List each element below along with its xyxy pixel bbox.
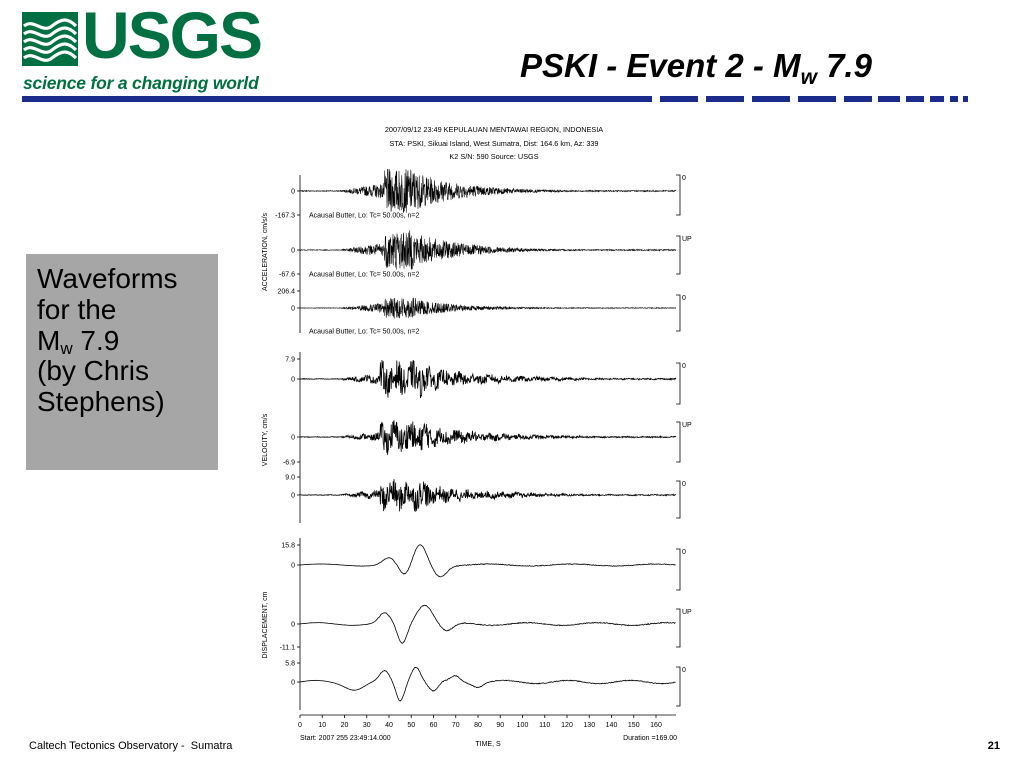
trace-layer: [275, 169, 692, 706]
usgs-logo: [22, 0, 262, 96]
acc-0-zero-label: 0: [291, 188, 295, 196]
acc-90-max-label: 206.4: [277, 288, 295, 296]
time-tick-label: 0: [298, 722, 302, 729]
acc-up-component-label: UP: [682, 236, 692, 243]
disp-0-max-label: 15.8: [281, 542, 295, 550]
disp-0-component-label: 0: [682, 549, 686, 556]
vel-0-waveform: [300, 360, 676, 398]
title-main: PSKI - Event 2 - M: [520, 47, 801, 84]
time-tick-label: 50: [407, 722, 416, 729]
time-axis-ticks: [298, 715, 662, 729]
acc-90-component-label: 0: [682, 295, 686, 302]
seismogram-figure: [252, 115, 712, 750]
disp-0-waveform: [300, 545, 676, 577]
acc-90-filter-note: Acausal Butter, Lo: Tc= 50.00s, n=2: [309, 328, 420, 336]
vel-90-bracket: [676, 481, 680, 518]
acc-up-min-label: -67.6: [279, 271, 295, 279]
vel-up-zero-label: 0: [291, 434, 295, 442]
vel-0-component-label: 0: [682, 363, 686, 370]
page-number: 21: [987, 740, 1000, 752]
vel-0-max-label: 7.9: [285, 356, 295, 364]
acc-up-filter-note: Acausal Butter, Lo: Tc= 50.00s, n=2: [309, 271, 420, 279]
vel-0-bracket: [676, 363, 680, 404]
time-tick-label: 110: [539, 722, 551, 729]
vel-90-zero-label: 0: [291, 492, 295, 500]
duration-label: Duration =169.00: [623, 735, 677, 742]
disp-90-component-label: 0: [682, 667, 686, 674]
time-tick-label: 70: [451, 722, 460, 729]
vel-up-waveform: [300, 420, 676, 455]
time-tick-label: 160: [650, 722, 662, 729]
disp-up-min-label: -11.1: [279, 644, 295, 652]
acc-0-waveform: [300, 169, 676, 213]
callout-line-magnitude: $M_w$ 7.9: [37, 324, 120, 358]
disp-up-component-label: UP: [682, 609, 692, 616]
callout-line: (by Chris: [37, 355, 150, 387]
displacement-axis-label: DISPLACEMENT, cm: [262, 591, 269, 659]
time-tick-label: 30: [362, 722, 371, 729]
disp-up-bracket: [676, 609, 680, 647]
time-tick-label: 60: [429, 722, 438, 729]
logo-tagline: science for a changing world: [23, 73, 259, 93]
time-tick-label: 40: [385, 722, 393, 729]
title-suffix: 7.9: [816, 47, 872, 84]
disp-90-waveform: [300, 667, 676, 701]
figure-header-event: 2007/09/12 23:49 KEPULAUAN MENTAWAI REGION, INDONESIA: [384, 125, 604, 134]
callout-line: for the: [37, 293, 117, 325]
start-time-label: Start: 2007 255 23:49:14.000: [300, 735, 391, 742]
vel-up-component-label: UP: [682, 422, 692, 429]
acc-90-zero-label: 0: [291, 305, 295, 313]
time-tick-label: 150: [627, 722, 640, 729]
disp-90-max-label: 5.8: [285, 660, 295, 668]
callout-line: Waveforms: [37, 263, 178, 294]
acc-up-zero-label: 0: [291, 247, 295, 255]
time-tick-label: 140: [605, 722, 618, 729]
vel-90-component-label: 0: [682, 481, 686, 488]
time-tick-label: 90: [496, 722, 505, 729]
acc-up-waveform: [300, 230, 676, 269]
acceleration-axis-label: ACCELERATION, cm/s/s: [262, 212, 269, 292]
acc-0-filter-note: Acausal Butter, Lo: Tc= 50.00s, n=2: [309, 212, 420, 220]
time-axis-label: TIME, S: [475, 741, 501, 748]
vel-0-zero-label: 0: [291, 376, 295, 384]
velocity-axis-label: VELOCITY, cm/s: [262, 413, 269, 467]
vel-up-bracket: [676, 422, 680, 462]
acc-90-bracket: [676, 295, 680, 331]
title-rule: [22, 96, 972, 104]
time-tick-label: 120: [561, 722, 573, 729]
footer-source: Caltech Tectonics Observatory - Sumatra: [29, 740, 233, 752]
vel-90-max-label: 9.0: [285, 474, 295, 482]
vel-up-min-label: -6.9: [282, 459, 295, 467]
logo-wordmark: USGS: [82, 0, 262, 72]
disp-up-waveform: [300, 605, 676, 643]
figure-header-instrument: K2 S/N: 590 Source: USGS: [449, 152, 539, 161]
time-tick-label: 10: [318, 722, 327, 729]
acc-0-min-label: -167.3: [275, 212, 295, 220]
title-subscript: w: [800, 66, 817, 89]
disp-90-zero-label: 0: [291, 679, 295, 687]
time-tick-label: 130: [583, 722, 596, 729]
vel-90-waveform: [300, 479, 676, 512]
acc-up-bracket: [676, 236, 680, 274]
disp-0-zero-label: 0: [291, 562, 295, 570]
disp-0-bracket: [676, 549, 680, 590]
slide-title: [520, 47, 970, 89]
time-tick-label: 80: [474, 722, 482, 729]
acc-0-component-label: 0: [682, 175, 686, 182]
acc-90-waveform: [300, 298, 676, 319]
waveforms-callout: [26, 254, 218, 470]
usgs-wave-mark-icon: [22, 12, 78, 66]
disp-up-zero-label: 0: [291, 621, 295, 629]
time-tick-label: 100: [516, 722, 529, 729]
callout-line: Stephens): [37, 386, 165, 418]
time-tick-label: 20: [340, 722, 349, 729]
disp-90-bracket: [676, 667, 680, 706]
acc-0-bracket: [676, 175, 680, 215]
figure-header-station: STA: PSKI, Sikuai Island, West Sumatra, Dist: 164.6 km, Az: 339: [389, 139, 599, 148]
